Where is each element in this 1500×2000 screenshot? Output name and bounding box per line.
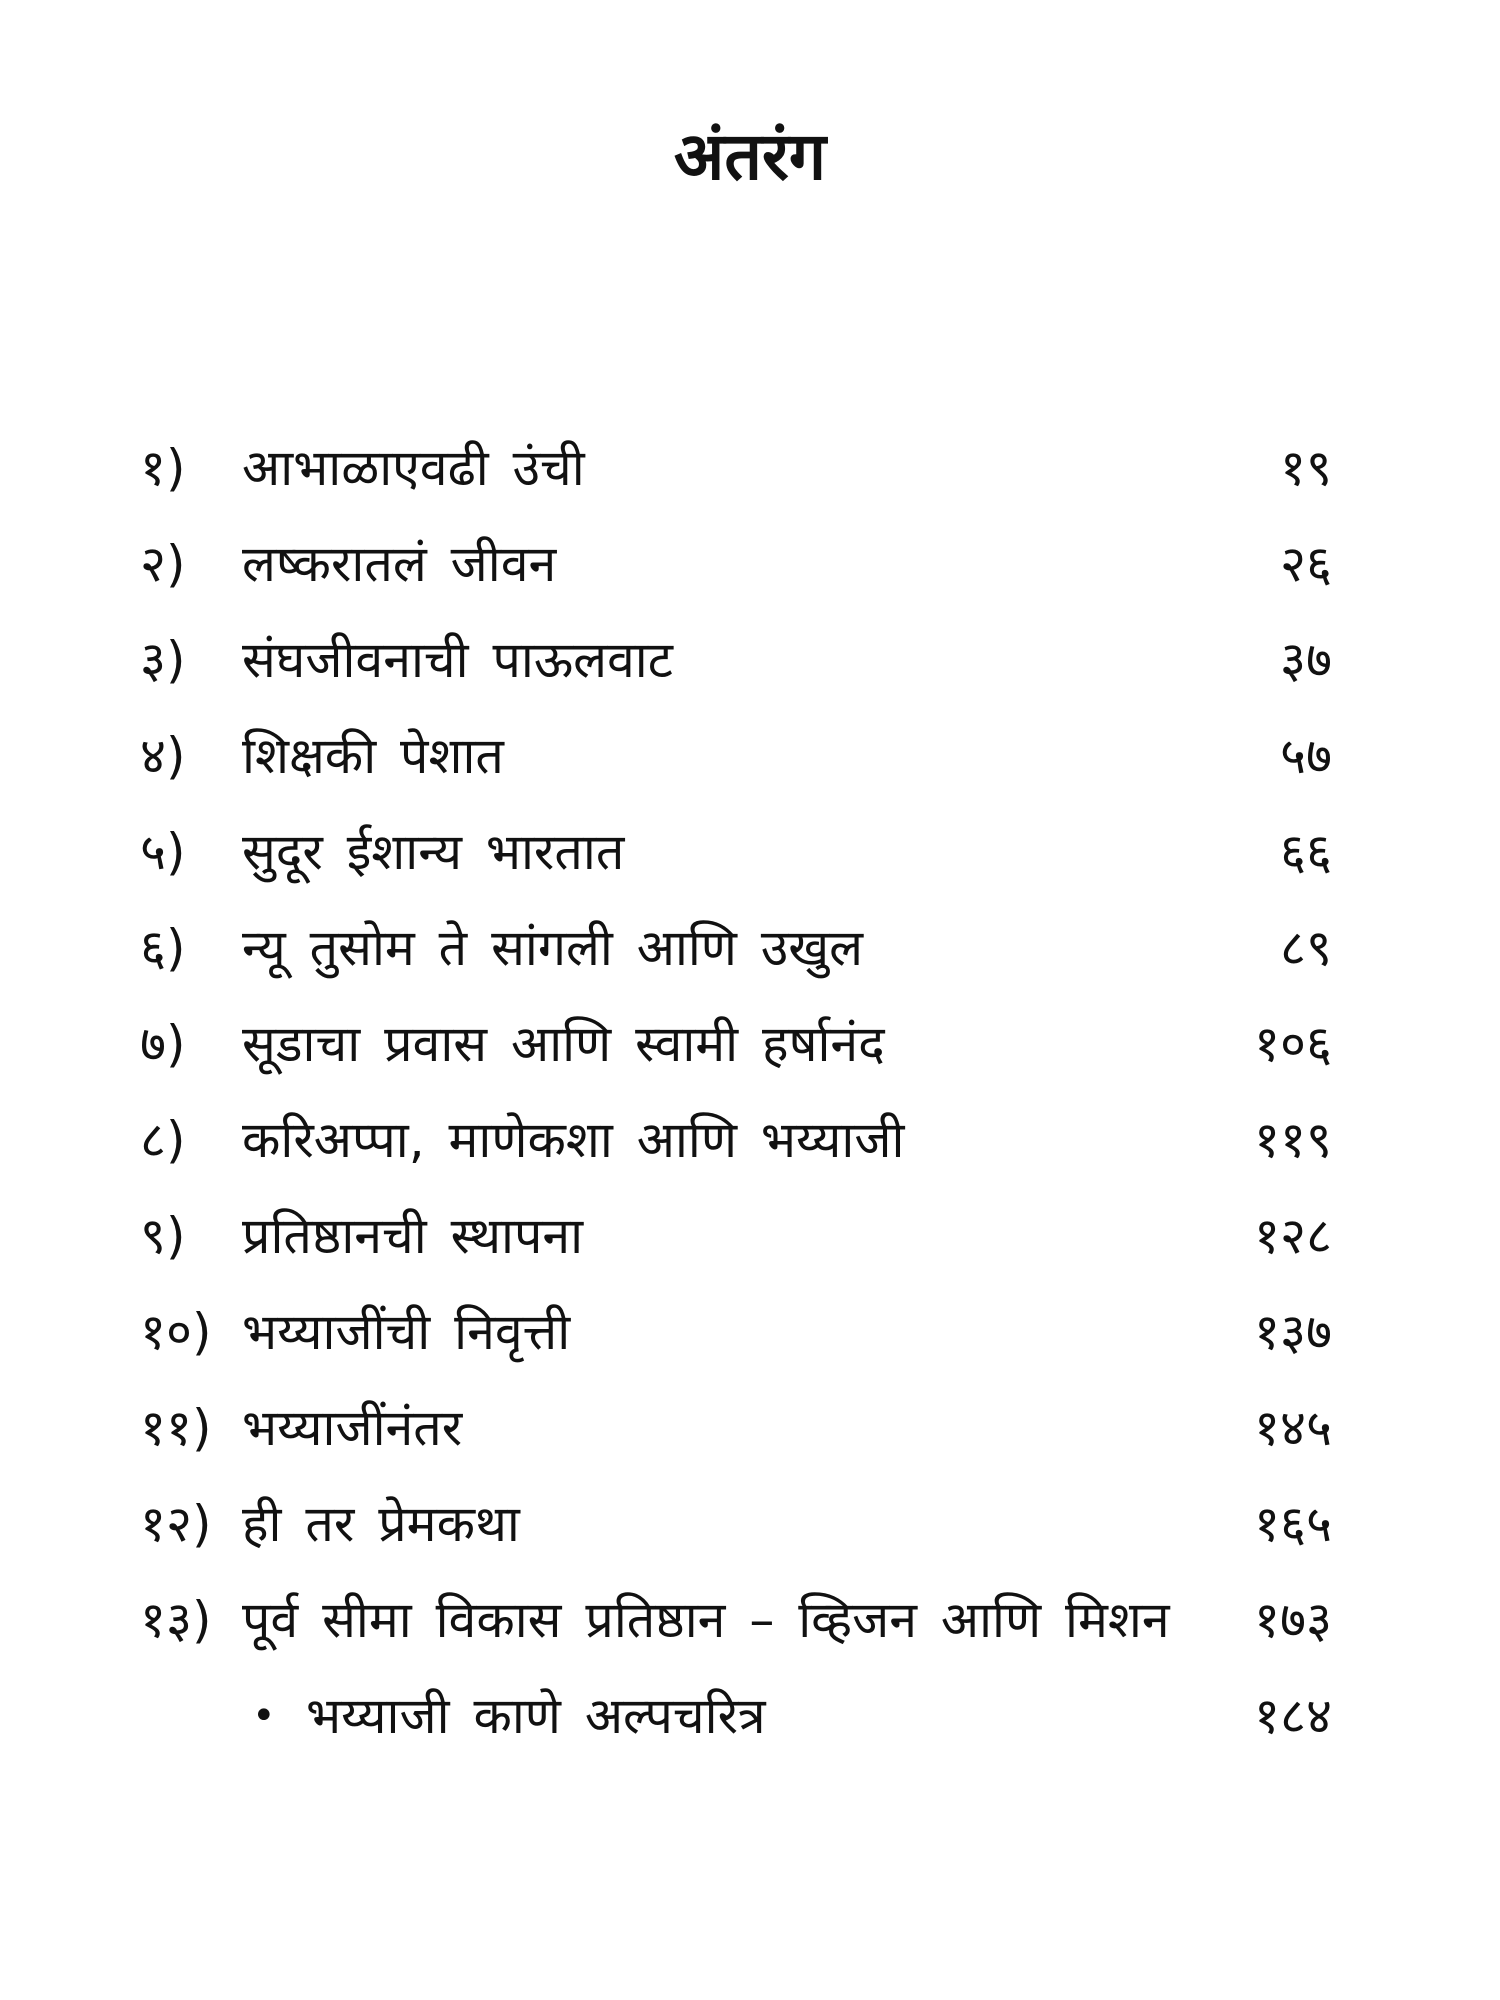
toc-appendix-entry	[0, 1668, 1500, 1764]
chapter-number: १)	[140, 439, 186, 497]
chapter-title: भय्याजींची निवृत्ती	[242, 1303, 571, 1361]
chapter-title: प्रतिष्ठानची स्थापना	[242, 1207, 584, 1265]
page-number: १८४	[1254, 1687, 1332, 1745]
page-number: १२८	[1254, 1207, 1332, 1265]
chapter-number: २)	[140, 535, 186, 593]
page-number: २६	[1280, 535, 1332, 593]
chapter-title: शिक्षकी पेशात	[242, 727, 504, 785]
page-number: १६५	[1254, 1495, 1332, 1553]
toc-entry	[0, 1284, 1500, 1380]
chapter-title: लष्करातलं जीवन	[242, 535, 557, 593]
toc-entry	[0, 1188, 1500, 1284]
chapter-title: सूडाचा प्रवास आणि स्वामी हर्षानंद	[242, 1015, 885, 1073]
table-of-contents	[0, 420, 1500, 1764]
page-title: अंतरंग	[673, 118, 827, 195]
bullet-icon: •	[252, 1693, 276, 1739]
chapter-title: सुदूर ईशान्य भारतात	[242, 823, 625, 881]
page-number: ५७	[1280, 727, 1332, 785]
chapter-number: ३)	[140, 631, 186, 689]
chapter-title: पूर्व सीमा विकास प्रतिष्ठान – व्हिजन आणि मिशन	[242, 1591, 1170, 1649]
chapter-number: ७)	[140, 1015, 186, 1073]
toc-entry	[0, 1476, 1500, 1572]
page-number: ३७	[1280, 631, 1332, 689]
appendix-title: भय्याजी काणे अल्पचरित्र	[306, 1687, 766, 1745]
chapter-title: करिअप्पा, माणेकशा आणि भय्याजी	[242, 1111, 905, 1169]
chapter-title: संघजीवनाची पाऊलवाट	[242, 631, 673, 689]
toc-entry	[0, 1572, 1500, 1668]
chapter-title: आभाळाएवढी उंची	[242, 439, 585, 497]
page-number: ८९	[1280, 919, 1332, 977]
chapter-number: ९)	[140, 1207, 186, 1265]
chapter-title: ही तर प्रेमकथा	[242, 1495, 520, 1553]
chapter-number: १०)	[140, 1303, 212, 1361]
page-number: १४५	[1254, 1399, 1332, 1457]
toc-entry	[0, 420, 1500, 516]
chapter-number: १३)	[140, 1591, 212, 1649]
chapter-number: ४)	[140, 727, 186, 785]
chapter-number: १२)	[140, 1495, 212, 1553]
toc-entry	[0, 612, 1500, 708]
chapter-number: ११)	[140, 1399, 212, 1457]
toc-entry	[0, 1380, 1500, 1476]
toc-entry	[0, 1092, 1500, 1188]
chapter-title: भय्याजींनंतर	[242, 1399, 463, 1457]
page-number: ११९	[1254, 1111, 1332, 1169]
toc-entry	[0, 804, 1500, 900]
chapter-number: ८)	[140, 1111, 186, 1169]
toc-entry	[0, 900, 1500, 996]
chapter-number: ५)	[140, 823, 186, 881]
toc-entry	[0, 996, 1500, 1092]
page-number: १०६	[1254, 1015, 1332, 1073]
page-number: १३७	[1254, 1303, 1332, 1361]
toc-entry	[0, 516, 1500, 612]
page-number: ६६	[1280, 823, 1332, 881]
chapter-title: न्यू तुसोम ते सांगली आणि उखुल	[242, 919, 864, 977]
toc-entry	[0, 708, 1500, 804]
chapter-number: ६)	[140, 919, 186, 977]
page-number: १९	[1280, 439, 1332, 497]
page-number: १७३	[1254, 1591, 1332, 1649]
